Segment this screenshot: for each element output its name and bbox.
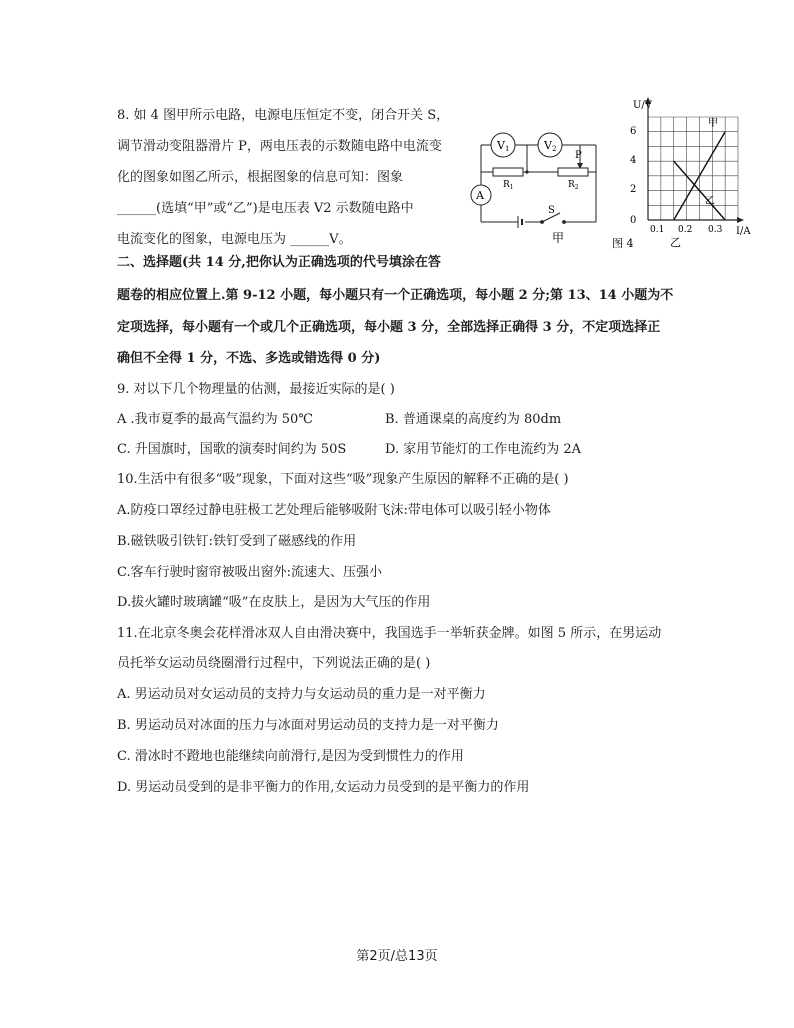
section-2-instructions: 题卷的相应位置上.第 9-12 小题，每小题只有一个正确选项，每小题 2 分;第 13、14 小题为不 bbox=[117, 288, 674, 303]
v1-label: V1 bbox=[497, 139, 510, 153]
ammeter-label: A bbox=[476, 189, 484, 202]
y-tick-label: 2 bbox=[630, 184, 637, 195]
q8-line: 8. 如 4 图甲所示电路，电源电压恒定不变，闭合开关 S， bbox=[117, 108, 450, 123]
q8-line: 电流变化的图象，电源电压为 ______V。 bbox=[117, 232, 352, 247]
switch-label: S bbox=[548, 205, 555, 216]
q10-stem: 10.生活中有很多“吸”现象，下面对这些“吸”现象产生原因的解释不正确的是( ) bbox=[117, 472, 569, 487]
q10-option-b: B.磁铁吸引铁钉:铁钉受到了磁感线的作用 bbox=[117, 534, 357, 549]
y-tick-label: 4 bbox=[630, 155, 637, 166]
circuit-caption: 甲 bbox=[552, 231, 565, 245]
q11-option-c: C. 滑冰时不蹬地也能继续向前滑行,是因为受到惯性力的作用 bbox=[117, 749, 464, 764]
q9-option-d: D. 家用节能灯的工作电流约为 2A bbox=[385, 442, 582, 457]
q11-stem: 员托举女运动员绕圈滑行过程中，下列说法正确的是( ) bbox=[117, 656, 431, 671]
r2-label: $R_2$ bbox=[568, 180, 579, 191]
rheostat-r2-icon bbox=[558, 168, 588, 176]
slider-label: P bbox=[575, 150, 582, 161]
x-axis-label: I/A bbox=[736, 226, 751, 237]
q10-option-a: A.防疫口罩经过静电驻极工艺处理后能够吸附飞沫:带电体可以吸引轻小物体 bbox=[117, 503, 551, 518]
q9-option-a: A .我市夏季的最高气温约为 50℃ bbox=[117, 412, 313, 427]
line-label-yi: 乙 bbox=[705, 196, 715, 207]
graph-axes bbox=[645, 97, 744, 223]
x-tick-label: 0.1 bbox=[650, 225, 665, 235]
y-axis-label: U/V bbox=[633, 100, 653, 111]
q10-option-c: C.客车行驶时窗帘被吸出窗外:流速大、压强小 bbox=[117, 565, 382, 580]
question-8 bbox=[117, 100, 467, 255]
resistor-r1-icon bbox=[493, 168, 523, 176]
section-2-title: 二、选择题(共 14 分,把你认为正确选项的代号填涂在答 bbox=[117, 255, 441, 270]
y-tick-label: 6 bbox=[630, 126, 637, 137]
figure-label: 图 4 bbox=[612, 237, 634, 250]
q8-line: 化的图象如图乙所示，根据图象的信息可知：图象 bbox=[117, 170, 404, 185]
page-number: 第2页/总13页 bbox=[356, 949, 438, 964]
q9-stem: 9. 对以下几个物理量的估测，最接近实际的是( ) bbox=[117, 382, 395, 397]
q8-line: ______(选填“甲”或“乙”)是电压表 V2 示数随电路中 bbox=[117, 201, 414, 216]
section-2-instructions: 确但不全得 1 分，不选、多选或错选得 0 分) bbox=[117, 351, 381, 366]
ui-graph bbox=[612, 95, 757, 250]
q11-stem: 11.在北京冬奥会花样滑冰双人自由滑决赛中，我国选手一举斩获金牌。如图 5 所示，在男运动 bbox=[117, 626, 662, 641]
y-tick-label: 0 bbox=[630, 215, 637, 226]
line-label-jia: 甲 bbox=[708, 118, 718, 129]
v2-label: V2 bbox=[544, 139, 557, 153]
q9-option-c: C. 升国旗时，国歌的演奏时间约为 50S bbox=[117, 442, 347, 457]
q10-option-d: D.拔火罐时玻璃罐“吸”在皮肤上，是因为大气压的作用 bbox=[117, 595, 431, 610]
q9-option-b: B. 普通课桌的高度约为 80dm bbox=[385, 412, 562, 427]
r1-label: $R_1$ bbox=[503, 180, 514, 191]
q11-option-d: D. 男运动员受到的是非平衡力的作用,女运动力员受到的是平衡力的作用 bbox=[117, 780, 530, 795]
circuit-diagram bbox=[468, 125, 608, 250]
x-tick-label: 0.2 bbox=[678, 225, 693, 235]
q11-option-b: B. 男运动员对冰面的压力与冰面对男运动员的支持力是一对平衡力 bbox=[117, 718, 499, 733]
x-tick-label: 0.3 bbox=[708, 225, 723, 235]
section-2-instructions: 定项选择，每小题有一个或几个正确选项，每小题 3 分，全部选择正确得 3 分，不定项选择正 bbox=[117, 320, 661, 335]
q11-option-a: A. 男运动员对女运动员的支持力与女运动员的重力是一对平衡力 bbox=[117, 687, 486, 702]
graph-caption: 乙 bbox=[670, 236, 681, 249]
q8-line: 调节滑动变阻器滑片 P，两电压表的示数随电路中电流变 bbox=[117, 139, 442, 154]
